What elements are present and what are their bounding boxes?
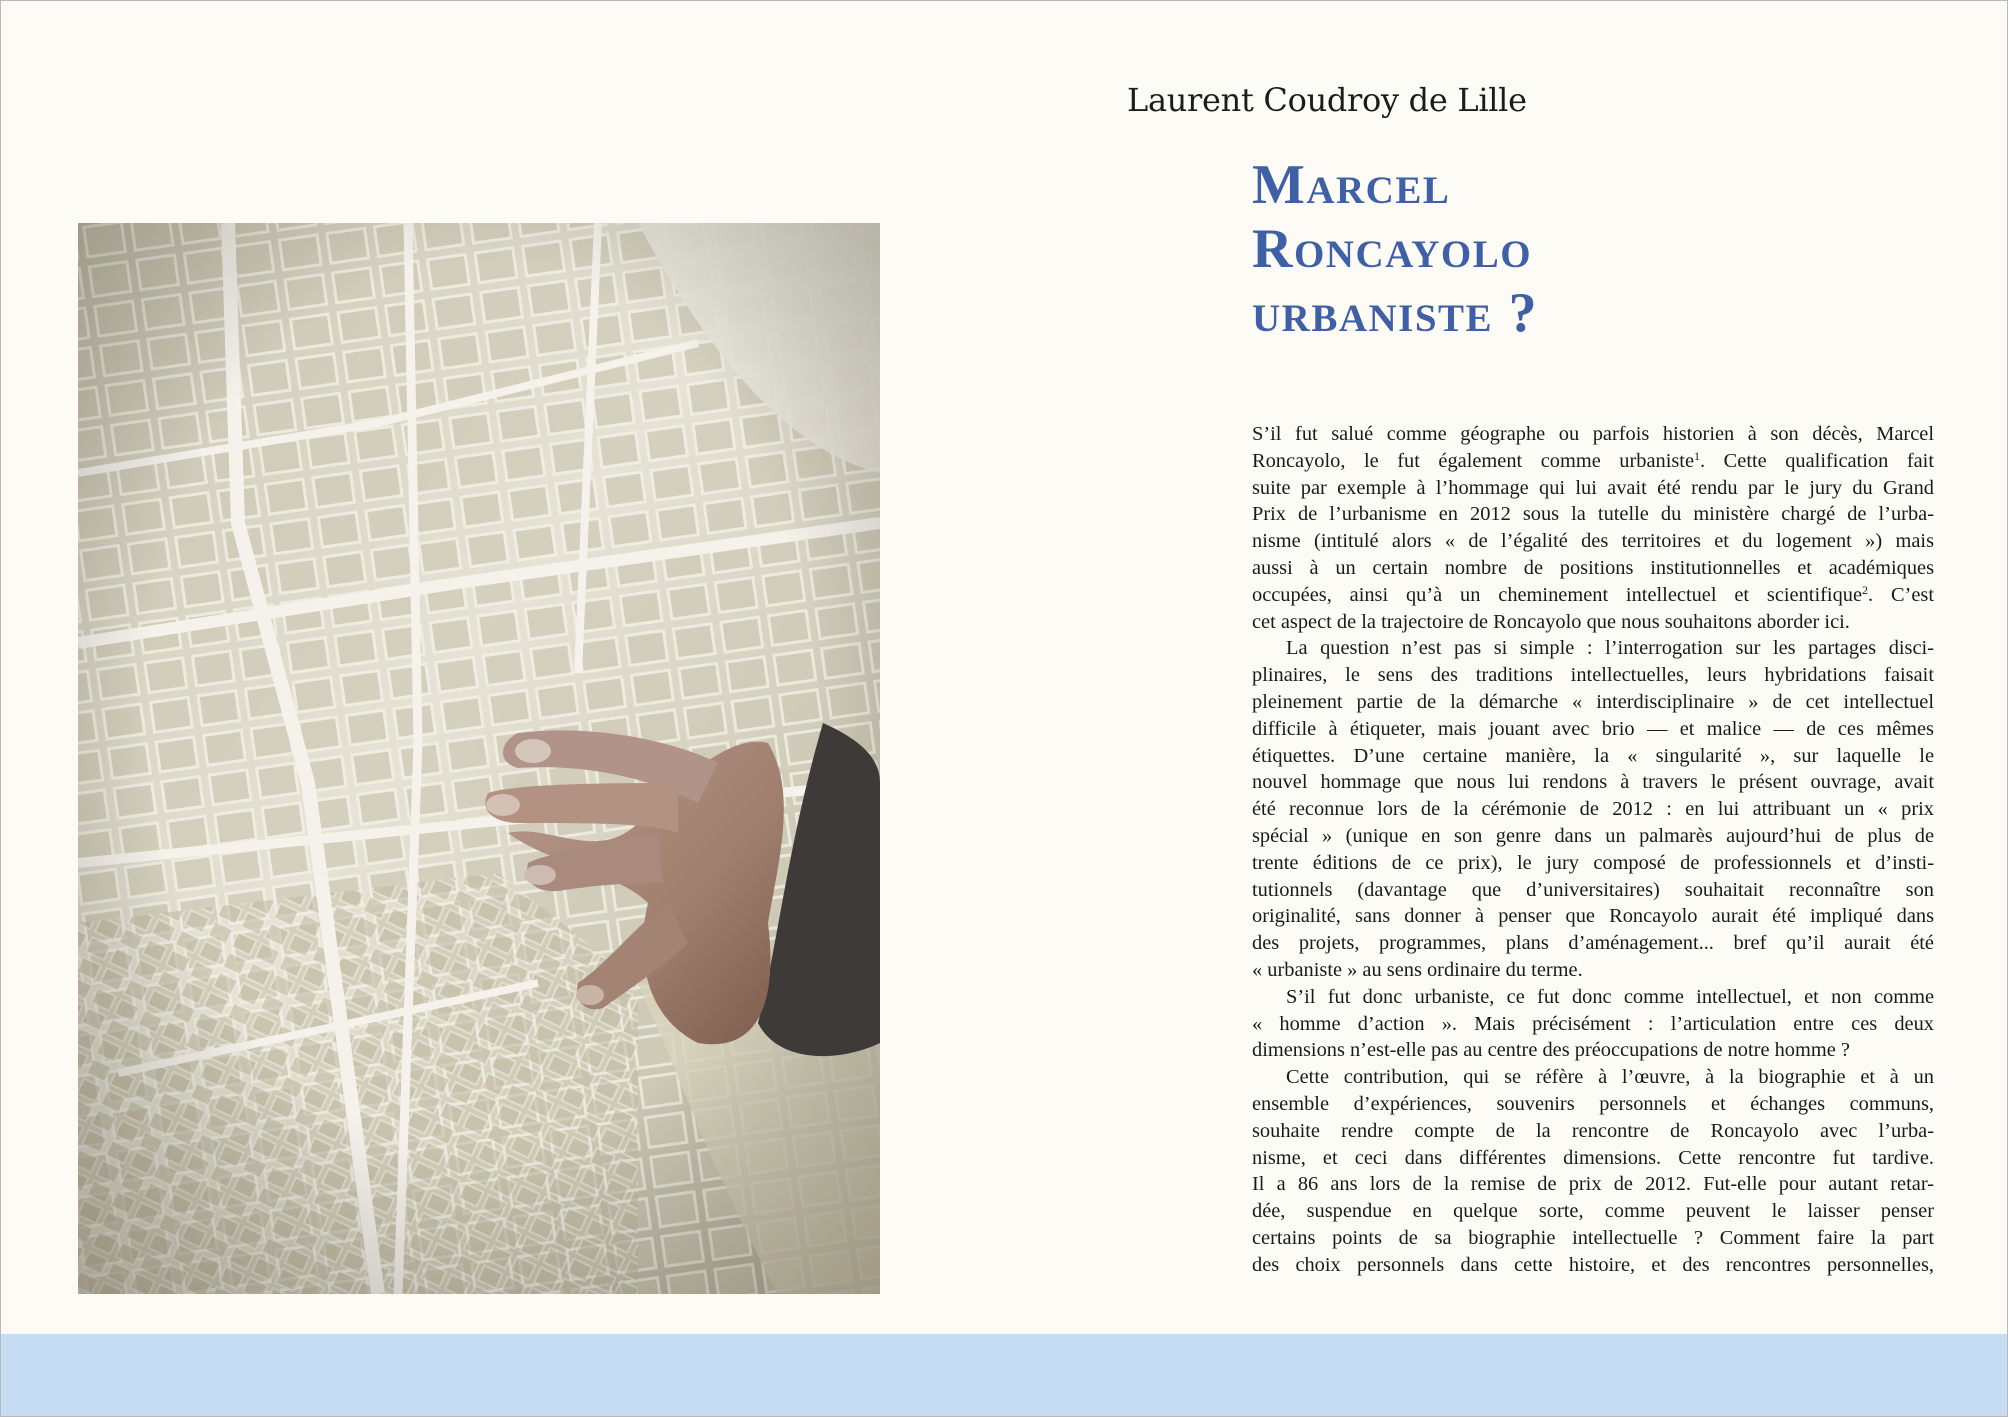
text-line: spécial » (unique en son genre dans un palmarès aujourd’hui de plus de (1252, 824, 1934, 847)
map-photo (78, 223, 880, 1294)
text-line: nouvel hommage que nous lui rendons à travers le présent ouvrage, avait (1252, 771, 1934, 794)
text-line: nisme, et ceci dans différentes dimensions. Cette rencontre fut tardive. (1252, 1146, 1934, 1169)
text-line: trente éditions de ce prix), le jury composé de professionnels et d’insti- (1252, 851, 1934, 874)
footnote-ref[interactable]: 2 (1862, 582, 1869, 597)
author-name: Laurent Coudroy de Lille (1127, 81, 1527, 119)
footnote-ref[interactable]: 1 (1694, 448, 1701, 463)
chapter-title (1252, 153, 1538, 345)
text-line: « homme d’action ». Mais précisément : l’articulation entre ces deux (1252, 1012, 1934, 1035)
text-line: été reconnue lors de la cérémonie de 2012 : en lui attribuant un « prix (1252, 798, 1934, 821)
text-line: La question n’est pas si simple : l’interrogation sur les partages disci- (1286, 637, 1934, 660)
bottom-color-band (1, 1334, 2007, 1416)
title-line: urbaniste ? (1252, 282, 1539, 344)
text-line: originalité, sans donner à penser que Roncayolo aurait été impliqué dans (1252, 905, 1934, 928)
hand-on-city-map-photo-icon (78, 223, 880, 1294)
text-line: Il a 86 ans lors de la remise de prix de 2012. Fut-elle pour autant retar- (1252, 1173, 1934, 1196)
text-line: certains points de sa biographie intellectuelle ? Comment faire la part (1252, 1226, 1934, 1249)
text-line: « urbaniste » au sens ordinaire du terme. (1252, 958, 1583, 981)
text-line: plinaires, le sens des traditions intellectuelles, leurs hybridations faisait (1252, 664, 1934, 687)
text-line: des choix personnels dans cette histoire, et des rencontres personnelles, (1252, 1253, 1934, 1276)
text-line: étiquettes. D’une certaine manière, la « singularité », sur laquelle le (1252, 744, 1934, 767)
text-line: dée, suspendue en quelque sorte, comme peuvent le laisser penser (1252, 1200, 1934, 1223)
text-line: souhaite rendre compte de la rencontre de Roncayolo avec l’urba- (1252, 1119, 1934, 1142)
text-line: occupées, ainsi qu’à un cheminement intellectuel et scientifique$^2$. C’est (1252, 582, 1934, 606)
text-line: Prix de l’urbanisme en 2012 sous la tutelle du ministère chargé de l’urba- (1252, 503, 1934, 526)
text-line: suite par exemple à l’hommage qui lui avait été rendu par le jury du Grand (1252, 476, 1934, 499)
text-line: pleinement partie de la démarche « interdisciplinaire » de cet intellectuel (1252, 690, 1934, 713)
body-text (1252, 421, 1934, 1279)
text-line: dimensions n’est-elle pas au centre des préoccupations de notre homme ? (1252, 1039, 1850, 1062)
text-line: S’il fut donc urbaniste, ce fut donc comme intellectuel, et non comme (1286, 985, 1934, 1008)
title-line: Roncayolo (1252, 218, 1533, 280)
text-line: des projets, programmes, plans d’aménagement... bref qu’il aurait été (1252, 932, 1934, 955)
text-line: ensemble d’expériences, souvenirs personnels et échanges communs, (1252, 1092, 1934, 1115)
text-line: nisme (intitulé alors « de l’égalité des territoires et du logement ») mais (1252, 530, 1934, 553)
title-line: Marcel (1252, 154, 1451, 216)
text-line: S’il fut salué comme géographe ou parfois historien à son décès, Marcel (1252, 423, 1934, 445)
text-line: Cette contribution, qui se réfère à l’œuvre, à la biographie et à un (1286, 1066, 1934, 1089)
text-line: aussi à un certain nombre de positions institutionnelles et académiques (1252, 556, 1934, 579)
text-line: Roncayolo, le fut également comme urbaniste$^1$. Cette qualification fait (1252, 448, 1934, 472)
text-line: difficile à étiqueter, mais jouant avec brio — et malice — de ces mêmes (1252, 717, 1934, 740)
text-line: tutionnels (davantage que d’universitaires) souhaitait reconnaître son (1252, 878, 1934, 901)
text-line: cet aspect de la trajectoire de Roncayolo que nous souhaitons aborder ici. (1252, 610, 1850, 633)
